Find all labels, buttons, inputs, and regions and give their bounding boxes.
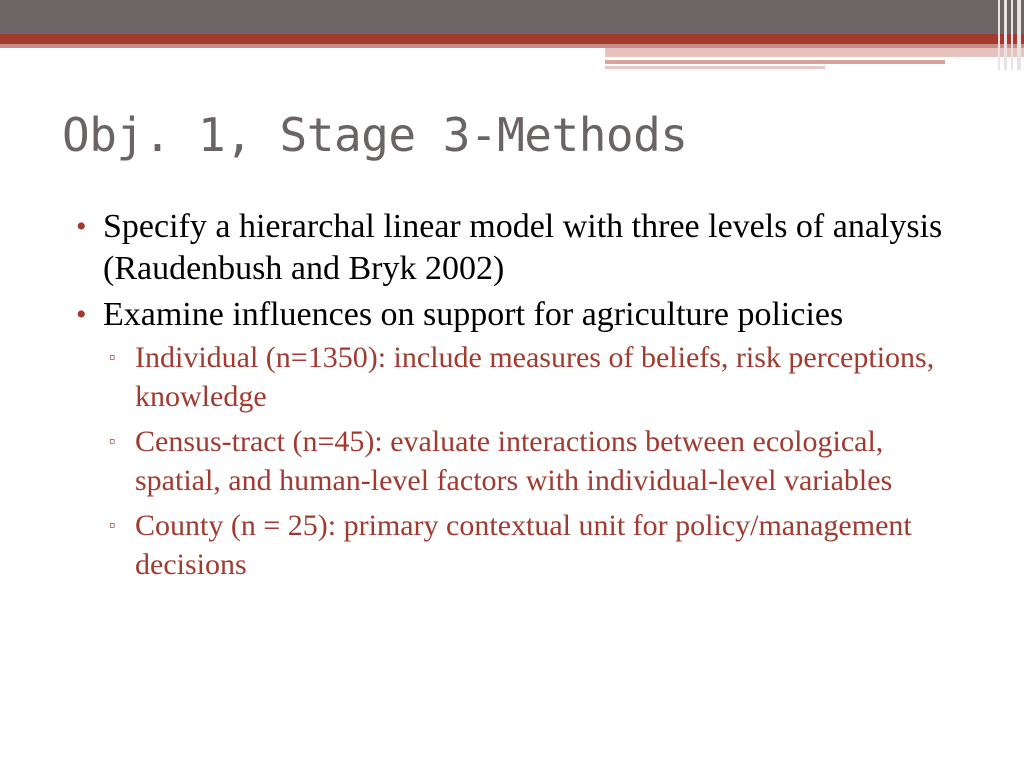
square-bullet-icon: ▫ xyxy=(109,347,116,367)
header-decor-line xyxy=(605,66,825,69)
sub-bullet-text: County (n = 25): primary contextual unit for policy/management decisions xyxy=(135,509,912,581)
sub-bullet-text: Individual (n=1350): include measures of beliefs, risk perceptions, knowledge xyxy=(135,341,935,413)
bullet-list xyxy=(72,206,952,584)
bullet-dot-icon: • xyxy=(76,210,87,243)
header-decor-line xyxy=(605,60,945,64)
bullet-text: Examine influences on support for agriculture policies xyxy=(103,296,844,333)
sub-bullet-item xyxy=(103,338,952,416)
slide-body xyxy=(72,206,952,590)
header-decor-line xyxy=(605,48,1024,57)
sub-bullet-item xyxy=(103,506,952,584)
header-side-stripes xyxy=(994,0,1024,70)
header-band xyxy=(0,0,1024,34)
bullet-item xyxy=(72,294,952,584)
bullet-item xyxy=(72,206,952,290)
sub-bullet-list xyxy=(103,338,952,584)
header-accent-band xyxy=(0,34,1024,44)
sub-bullet-text: Census-tract (n=45): evaluate interactions between ecological, spatial, and human-level factors with individual-level variables xyxy=(135,425,893,497)
sub-bullet-item xyxy=(103,422,952,500)
bullet-text: Specify a hierarchal linear model with three levels of analysis (Raudenbush and Bryk 2002) xyxy=(103,208,943,287)
square-bullet-icon: ▫ xyxy=(109,515,116,535)
slide-title: Obj. 1, Stage 3-Methods xyxy=(62,108,688,162)
bullet-dot-icon: • xyxy=(76,298,87,331)
square-bullet-icon: ▫ xyxy=(109,431,116,451)
